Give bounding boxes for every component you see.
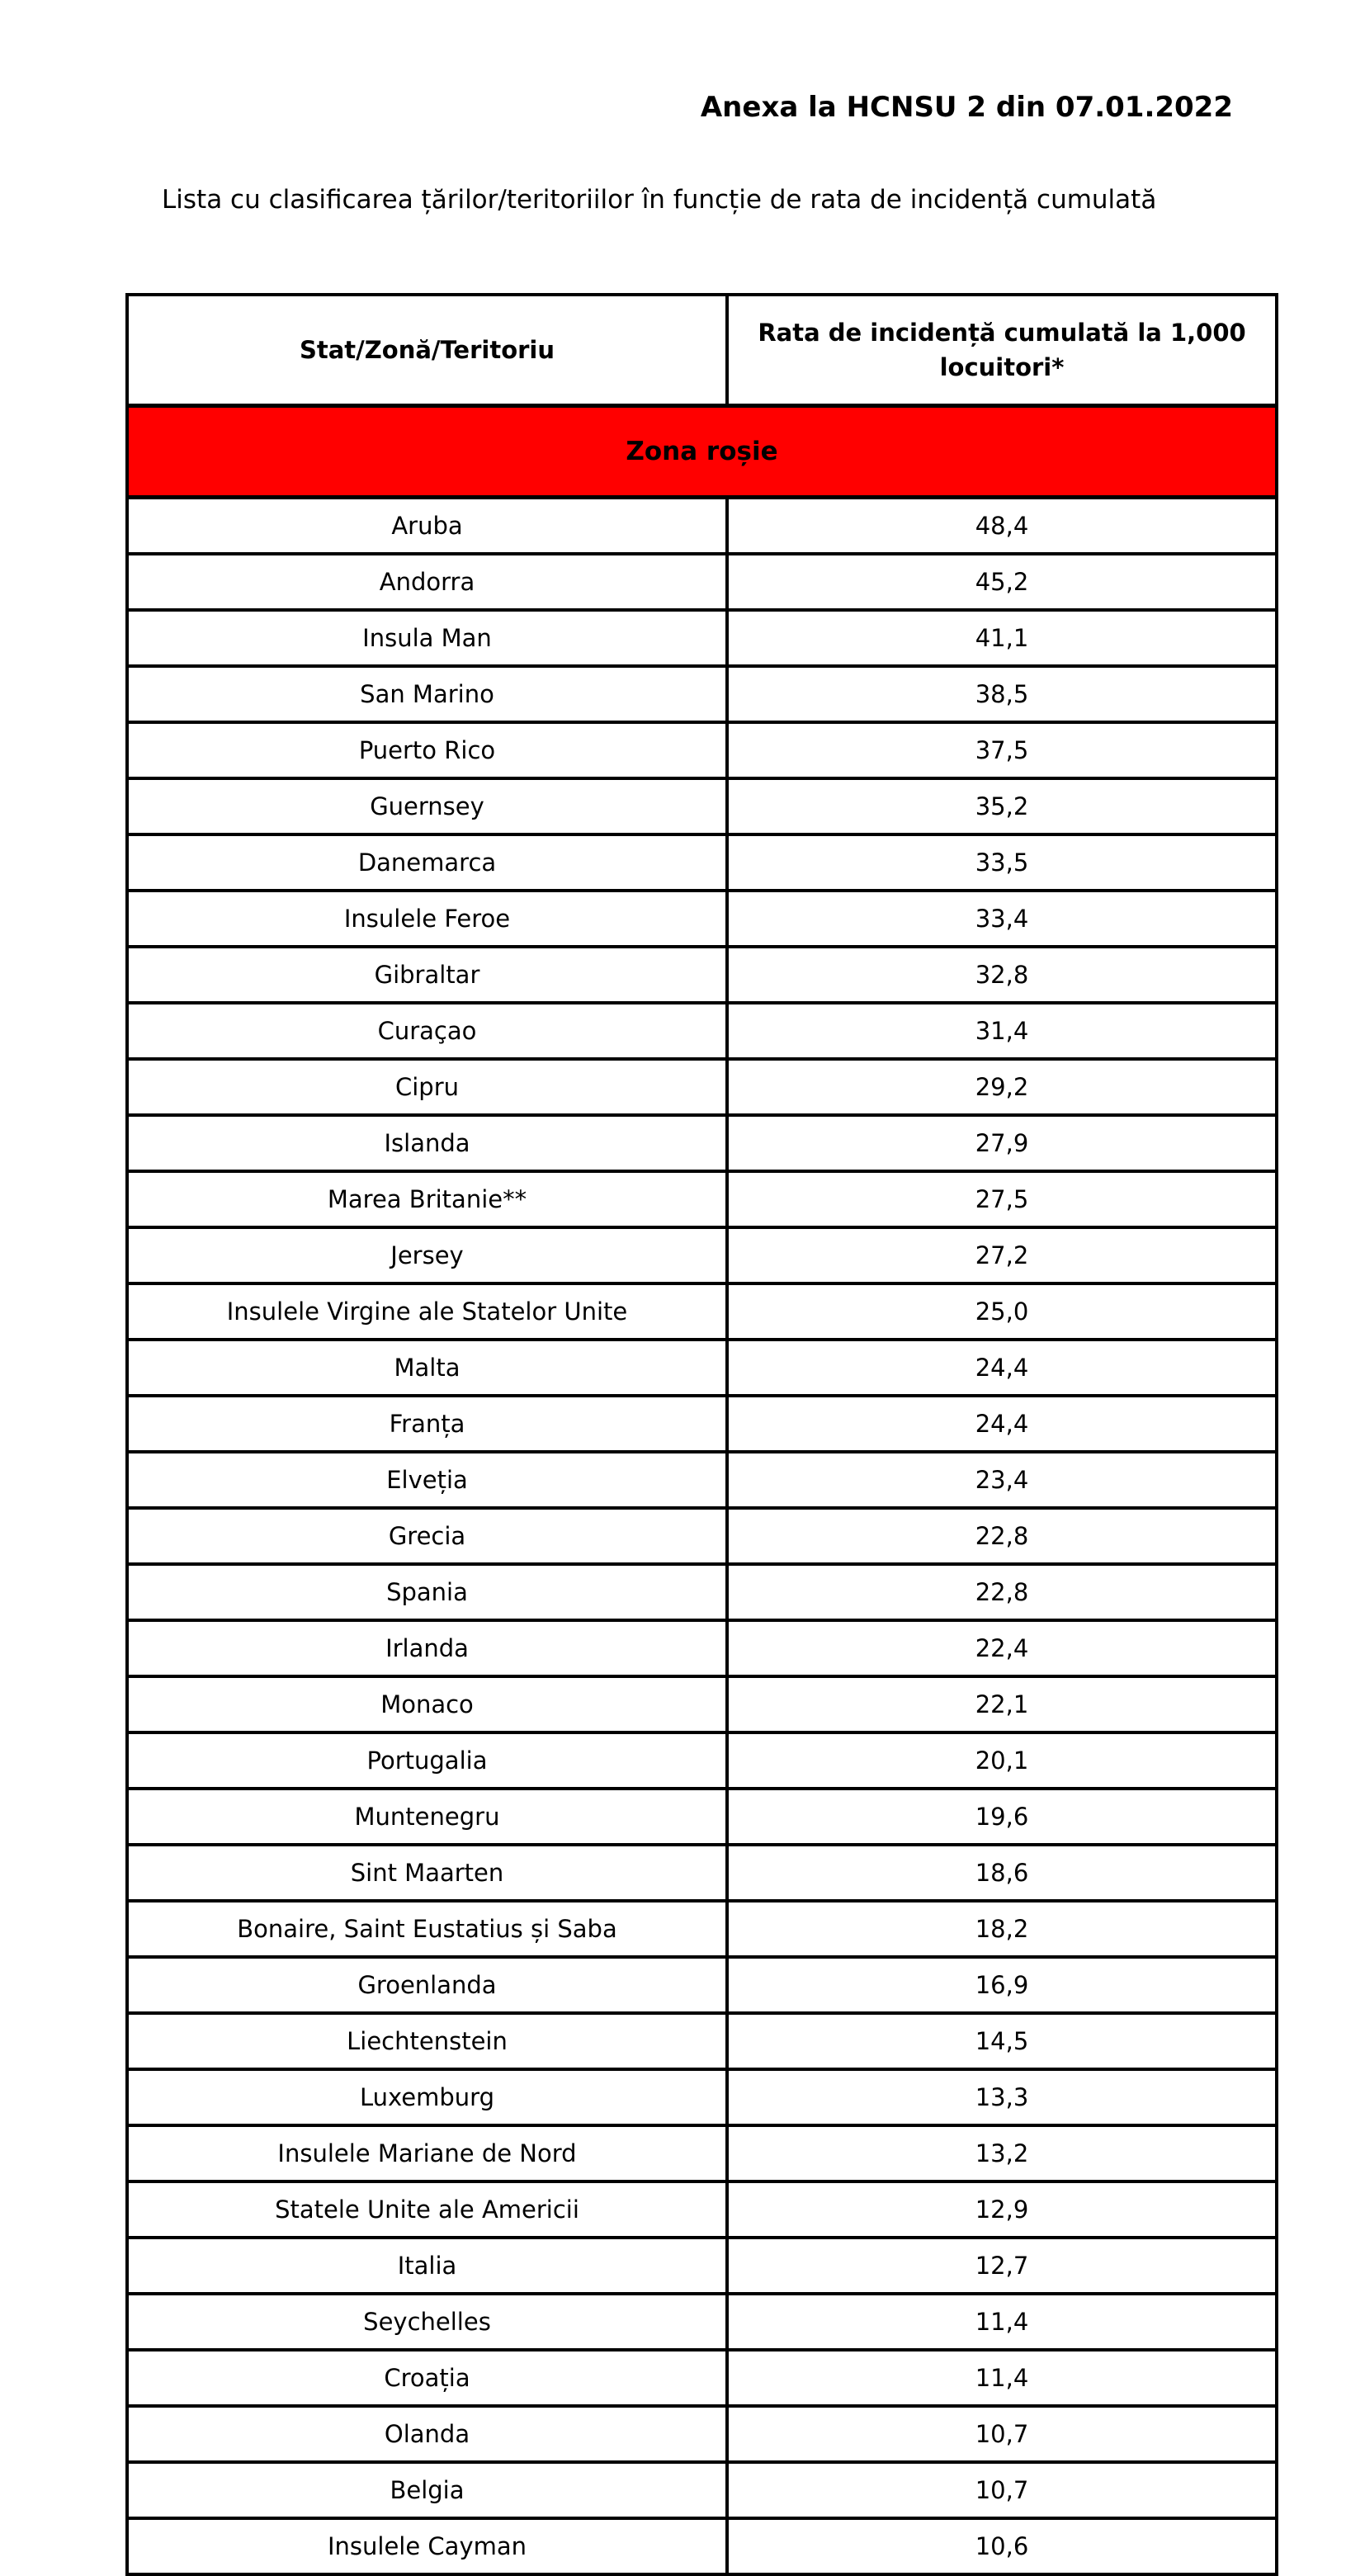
table-row xyxy=(127,1452,1277,1508)
rate-cell: 35,2 xyxy=(727,778,1277,834)
rate-cell: 12,7 xyxy=(727,2238,1277,2294)
zone-band-row xyxy=(127,406,1277,498)
country-cell: Liechtenstein xyxy=(127,2013,727,2069)
table-row xyxy=(127,2013,1277,2069)
country-cell: Danemarca xyxy=(127,834,727,891)
country-cell: Marea Britanie** xyxy=(127,1171,727,1227)
table-row xyxy=(127,1059,1277,1115)
country-cell: Curaçao xyxy=(127,1003,727,1059)
country-cell: Guernsey xyxy=(127,778,727,834)
rate-cell: 24,4 xyxy=(727,1340,1277,1396)
table-row xyxy=(127,2181,1277,2238)
rate-cell: 18,2 xyxy=(727,1901,1277,1957)
document-subtitle: Lista cu clasificarea țărilor/teritoriilor în funcție de rata de incidență cumulată xyxy=(162,185,1157,215)
column-header-rata-incidenta: Rata de incidență cumulată la 1,000 locuitori* xyxy=(727,295,1277,406)
table-row xyxy=(127,834,1277,891)
rate-cell: 33,5 xyxy=(727,834,1277,891)
country-cell: Malta xyxy=(127,1340,727,1396)
country-cell: Cipru xyxy=(127,1059,727,1115)
rate-cell: 45,2 xyxy=(727,554,1277,610)
country-cell: Grecia xyxy=(127,1508,727,1564)
table-row xyxy=(127,1396,1277,1452)
rate-cell: 22,8 xyxy=(727,1508,1277,1564)
table-row xyxy=(127,2406,1277,2462)
country-cell: Sint Maarten xyxy=(127,1845,727,1901)
table-row xyxy=(127,722,1277,778)
table-row xyxy=(127,1564,1277,1620)
table-row xyxy=(127,2462,1277,2518)
table-row xyxy=(127,1340,1277,1396)
rate-cell: 13,3 xyxy=(727,2069,1277,2125)
country-cell: Croația xyxy=(127,2350,727,2406)
rate-cell: 29,2 xyxy=(727,1059,1277,1115)
table-header-row xyxy=(127,295,1277,406)
rate-cell: 16,9 xyxy=(727,1957,1277,2013)
incidence-table xyxy=(125,293,1278,2576)
country-cell: Seychelles xyxy=(127,2294,727,2350)
country-cell: Aruba xyxy=(127,498,727,555)
table-row xyxy=(127,2294,1277,2350)
country-cell: Jersey xyxy=(127,1227,727,1283)
rate-cell: 11,4 xyxy=(727,2350,1277,2406)
country-cell: Statele Unite ale Americii xyxy=(127,2181,727,2238)
country-cell: Bonaire, Saint Eustatius și Saba xyxy=(127,1901,727,1957)
table-row xyxy=(127,778,1277,834)
rate-cell: 12,9 xyxy=(727,2181,1277,2238)
rate-cell: 27,5 xyxy=(727,1171,1277,1227)
country-cell: Puerto Rico xyxy=(127,722,727,778)
table-row xyxy=(127,554,1277,610)
rate-cell: 33,4 xyxy=(727,891,1277,947)
table-row xyxy=(127,2238,1277,2294)
table-body xyxy=(127,498,1277,2575)
country-cell: Franța xyxy=(127,1396,727,1452)
table-row xyxy=(127,1227,1277,1283)
rate-cell: 48,4 xyxy=(727,498,1277,555)
table-row xyxy=(127,1283,1277,1340)
rate-cell: 10,7 xyxy=(727,2462,1277,2518)
rate-cell: 20,1 xyxy=(727,1732,1277,1789)
table-row xyxy=(127,1901,1277,1957)
rate-cell: 14,5 xyxy=(727,2013,1277,2069)
rate-cell: 27,9 xyxy=(727,1115,1277,1171)
country-cell: Luxemburg xyxy=(127,2069,727,2125)
table-row xyxy=(127,498,1277,555)
table-row xyxy=(127,1845,1277,1901)
rate-cell: 38,5 xyxy=(727,666,1277,722)
table-row xyxy=(127,1620,1277,1676)
table-row xyxy=(127,610,1277,666)
country-cell: Insulele Feroe xyxy=(127,891,727,947)
country-cell: Belgia xyxy=(127,2462,727,2518)
rate-cell: 22,8 xyxy=(727,1564,1277,1620)
rate-cell: 41,1 xyxy=(727,610,1277,666)
table-row xyxy=(127,947,1277,1003)
country-cell: Muntenegru xyxy=(127,1789,727,1845)
zone-rosie-label: Zona roșie xyxy=(127,406,1277,498)
country-cell: Italia xyxy=(127,2238,727,2294)
rate-cell: 11,4 xyxy=(727,2294,1277,2350)
table-row xyxy=(127,1115,1277,1171)
country-cell: Insulele Virgine ale Statelor Unite xyxy=(127,1283,727,1340)
table-row xyxy=(127,1676,1277,1732)
table-row xyxy=(127,1171,1277,1227)
rate-cell: 13,2 xyxy=(727,2125,1277,2181)
country-cell: Portugalia xyxy=(127,1732,727,1789)
country-cell: San Marino xyxy=(127,666,727,722)
rate-cell: 23,4 xyxy=(727,1452,1277,1508)
rate-cell: 37,5 xyxy=(727,722,1277,778)
table-row xyxy=(127,1508,1277,1564)
rate-cell: 27,2 xyxy=(727,1227,1277,1283)
table-row xyxy=(127,1732,1277,1789)
country-cell: Spania xyxy=(127,1564,727,1620)
rate-cell: 18,6 xyxy=(727,1845,1277,1901)
table-row xyxy=(127,2518,1277,2574)
rate-cell: 19,6 xyxy=(727,1789,1277,1845)
document-title: Anexa la HCNSU 2 din 07.01.2022 xyxy=(700,91,1233,124)
table-row xyxy=(127,1789,1277,1845)
table-row xyxy=(127,2125,1277,2181)
column-header-stat-zona-teritoriu: Stat/Zonă/Teritoriu xyxy=(127,295,727,406)
country-cell: Groenlanda xyxy=(127,1957,727,2013)
table-row xyxy=(127,666,1277,722)
country-cell: Insula Man xyxy=(127,610,727,666)
country-cell: Islanda xyxy=(127,1115,727,1171)
rate-cell: 24,4 xyxy=(727,1396,1277,1452)
table-row xyxy=(127,891,1277,947)
table-row xyxy=(127,2350,1277,2406)
rate-cell: 10,6 xyxy=(727,2518,1277,2574)
rate-cell: 10,7 xyxy=(727,2406,1277,2462)
country-cell: Andorra xyxy=(127,554,727,610)
country-cell: Irlanda xyxy=(127,1620,727,1676)
country-cell: Insulele Cayman xyxy=(127,2518,727,2574)
rate-cell: 31,4 xyxy=(727,1003,1277,1059)
country-cell: Gibraltar xyxy=(127,947,727,1003)
rate-cell: 22,1 xyxy=(727,1676,1277,1732)
country-cell: Elveția xyxy=(127,1452,727,1508)
country-cell: Insulele Mariane de Nord xyxy=(127,2125,727,2181)
rate-cell: 32,8 xyxy=(727,947,1277,1003)
country-cell: Olanda xyxy=(127,2406,727,2462)
rate-cell: 25,0 xyxy=(727,1283,1277,1340)
table-row xyxy=(127,1003,1277,1059)
table-row xyxy=(127,1957,1277,2013)
table-row xyxy=(127,2069,1277,2125)
rate-cell: 22,4 xyxy=(727,1620,1277,1676)
country-cell: Monaco xyxy=(127,1676,727,1732)
